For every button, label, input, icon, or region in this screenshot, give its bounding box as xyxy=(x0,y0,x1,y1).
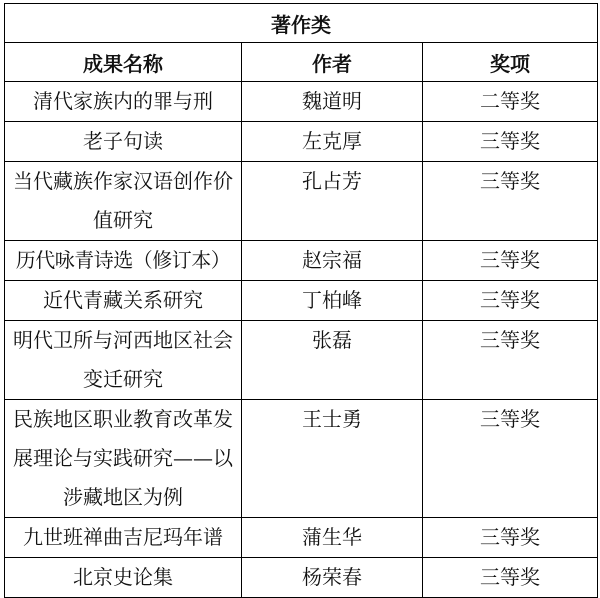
author-name: 蒲生华 xyxy=(302,525,362,549)
caption-row xyxy=(5,4,598,43)
author-name: 魏道明 xyxy=(302,89,362,113)
table-row xyxy=(5,321,598,400)
award-level: 三等奖 xyxy=(480,248,540,272)
award-level: 三等奖 xyxy=(480,407,540,431)
table-row xyxy=(5,558,598,598)
author-name: 杨荣春 xyxy=(302,565,362,589)
awards-table xyxy=(4,3,598,598)
work-title: 民族地区职业教育改革发展理论与实践研究——以涉藏地区为例 xyxy=(13,407,233,509)
award-level: 二等奖 xyxy=(480,89,540,113)
table-row xyxy=(5,122,598,162)
award-cell xyxy=(423,558,598,598)
award-level: 三等奖 xyxy=(480,565,540,589)
work-title: 明代卫所与河西地区社会变迁研究 xyxy=(13,328,233,391)
work-title: 当代藏族作家汉语创作价值研究 xyxy=(13,169,233,232)
author-name: 左克厚 xyxy=(302,129,362,153)
title-cell xyxy=(5,241,242,281)
title-cell xyxy=(5,518,242,558)
author-name: 丁柏峰 xyxy=(302,288,362,312)
header-row xyxy=(5,43,598,82)
header-award: 奖项 xyxy=(423,43,598,82)
author-cell xyxy=(242,241,423,281)
award-cell xyxy=(423,518,598,558)
award-level: 三等奖 xyxy=(480,288,540,312)
author-cell xyxy=(242,122,423,162)
table-row xyxy=(5,400,598,518)
award-cell xyxy=(423,82,598,122)
title-cell xyxy=(5,122,242,162)
header-title: 成果名称 xyxy=(5,43,242,82)
author-cell xyxy=(242,558,423,598)
author-name: 张磊 xyxy=(312,328,352,352)
author-cell xyxy=(242,162,423,241)
award-cell xyxy=(423,321,598,400)
author-name: 孔占芳 xyxy=(302,169,362,193)
award-cell xyxy=(423,162,598,241)
table-row xyxy=(5,281,598,321)
table-row xyxy=(5,241,598,281)
author-cell xyxy=(242,321,423,400)
author-name: 赵宗福 xyxy=(302,248,362,272)
table-row xyxy=(5,82,598,122)
author-cell xyxy=(242,400,423,518)
table-caption: 著作类 xyxy=(5,4,598,43)
header-author: 作者 xyxy=(242,43,423,82)
author-cell xyxy=(242,82,423,122)
author-cell xyxy=(242,518,423,558)
title-cell xyxy=(5,558,242,598)
award-cell xyxy=(423,122,598,162)
work-title: 北京史论集 xyxy=(73,565,173,589)
work-title: 九世班禅曲吉尼玛年谱 xyxy=(23,525,223,549)
award-cell xyxy=(423,400,598,518)
award-level: 三等奖 xyxy=(480,525,540,549)
title-cell xyxy=(5,162,242,241)
award-level: 三等奖 xyxy=(480,169,540,193)
award-level: 三等奖 xyxy=(480,328,540,352)
title-cell xyxy=(5,281,242,321)
title-cell xyxy=(5,82,242,122)
table-row xyxy=(5,162,598,241)
work-title: 老子句读 xyxy=(83,129,163,153)
work-title: 近代青藏关系研究 xyxy=(43,288,203,312)
author-name: 王士勇 xyxy=(302,407,362,431)
work-title: 历代咏青诗选（修订本） xyxy=(15,248,231,272)
award-cell xyxy=(423,281,598,321)
title-cell xyxy=(5,321,242,400)
title-cell xyxy=(5,400,242,518)
table-row xyxy=(5,518,598,558)
award-level: 三等奖 xyxy=(480,129,540,153)
author-cell xyxy=(242,281,423,321)
work-title: 清代家族内的罪与刑 xyxy=(33,89,213,113)
award-cell xyxy=(423,241,598,281)
